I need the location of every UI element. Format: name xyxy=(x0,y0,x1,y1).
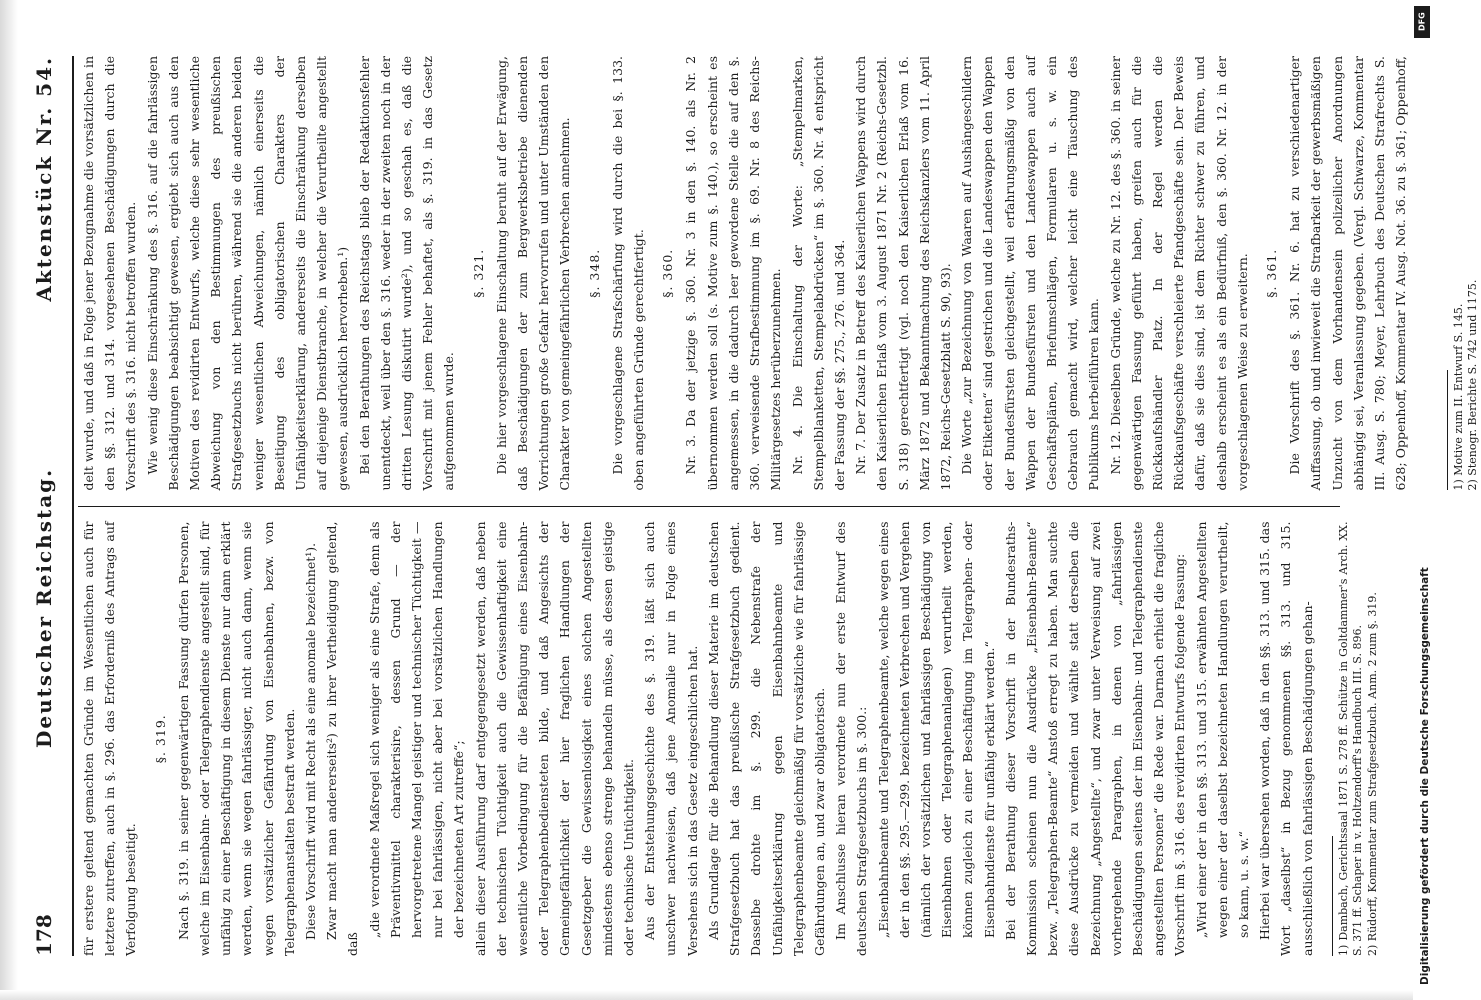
paragraph: Nach §. 319. in seiner gegenwärtigen Fassung dürfen Personen, welche im Eisenbahn- oder Telegraphendienste angestellt sind, für unfähig zu einer Beschäftigung in diesem Dienste nur dann erklärt werden, wenn sie wegen fahrlässiger, nicht auch dann, wenn sie wegen vorsätzlicher Gefährdung von Eisenbahnen, bezw. von Telegraphenanstalten bestraft werden. xyxy=(175,521,297,956)
quoted-passage: „die verordnete Maßregel sich weniger als eine Strafe, denn als Präventivmittel charakterisire, dessen Grund — der hervorgetretene Mangel geistiger und technischer Tüchtigkeit — nur bei fahrlässigen, nicht aber bei vorsätzlichen Handlungen der bezeichneten Art zutreffe“; xyxy=(366,521,467,938)
paragraph: Hierbei war übersehen worden, daß in den §§. 313. und 315. das Wort „daselbst“ in Bezug genommenen §§. 313. und 315. ausschließlich von fahrlässigen Beschädigungen gehan- xyxy=(1257,521,1315,956)
paragraph: Die Vorschrift des §. 361. Nr. 6. hat zu verschiedenartiger Auffassung, ob und inwieweit die Strafbarkeit der gewerbsmäßigen Unzucht von dem Vorhandensein polizeilicher Anordnungen abhängig sei, Veranlassung gegeben. (Vergl. Schwarze, Kommentar III. Ausg. S. 780; Meyer, Lehrbuch des Deutschen Strafrechts S. 628; Oppenhoff, Kommentar IV. Ausg. Not. 36. zu §. 361; Oppenhoff, xyxy=(1287,56,1409,491)
header-title-reichstag: Deutscher Reichstag. xyxy=(32,467,56,748)
page-header xyxy=(32,56,66,956)
paragraph: Nr. 12. Dieselben Gründe, welche zu Nr. 12. des §. 360. in seiner gegenwärtigen Fassung geführt haben, greifen auch für die Rückkaufshändler Platz. In der Regel werden die Rückkaufsgeschäfte verschleierte Pfandgeschäfte sein. Der Beweis dafür, daß sie dies sind, ist dem Richter schwer zu führen, und deshalb erscheint es als ein Bedürfniß, den §. 360. Nr. 12. in der vorgeschlagenen Weise zu erweitern. xyxy=(1107,56,1250,491)
dfg-funding-note: Digitalisierung gefördert durch die Deutsche Forschungsgemeinschaft xyxy=(1419,567,1431,985)
section-heading: §. 361. xyxy=(1263,248,1279,298)
paragraph: delt wurde, und daß in Folge jener Bezugnahme die vorsätzlichen in den §§. 312. und 314. vorgesehenen Beschädigungen durch die Vorschrift des §. 316. nicht betroffen wurden. xyxy=(81,56,139,491)
footnote-rule xyxy=(1447,371,1448,491)
section-heading: §. 348. xyxy=(586,248,602,298)
footnote: 1) Motive zum II. Entwurf S. 145. xyxy=(1451,303,1465,491)
paragraph: für erstere geltend gemachten Gründe im Wesentlichen auch für letztere zutreffen, auch in §. 296. das Erforderniß des Antrags auf Verfolgung beseitigt. xyxy=(81,521,139,956)
header-title-aktenstueck: Aktenstück Nr. 54. xyxy=(32,56,56,302)
section-heading: §. 319. xyxy=(152,714,168,764)
header-rule xyxy=(72,56,74,956)
right-column xyxy=(78,56,1480,507)
paragraph: Die vorgeschlagene Strafschärfung wird durch die bei §. 133. oben angeführten Gründe gerechtfertigt. xyxy=(609,56,647,491)
paragraph: Aus der Entstehungsgeschichte des §. 319. läßt sich auch unschwer nachweisen, daß jene Anomalie nur in Folge eines Versehens sich in das Gesetz eingeschlichen hat. xyxy=(642,521,700,956)
paragraph: Bei den Berathungen des Reichstags blieb der Redaktionsfehler unentdeckt, weil über den §. 316. weder in der zweiten noch in der dritten Lesung diskutirt wurde²), und so geschah es, daß die Vorschrift mit jenem Fehler behaftet, als §. 319. in das Gesetz aufgenommen wurde. xyxy=(356,56,457,491)
dfg-logo: DFG xyxy=(1414,6,1430,38)
footnote: 1) Dambach, Gerichtssaal 1871 S. 278 ff. Schütze in Goltdammer's Arch. XX. S. 371 ff. Schaper in v. Holtzendorff's Handbuch III. S. 896. xyxy=(1336,521,1365,956)
paragraph: Die hier vorgeschlagene Einschaltung beruht auf der Erwägung, daß Beschädigungen der zum Bergwerksbetriebe dienenden Vorrichtungen große Gefahr hervorrufen und unter Umständen den Charakter von gemeingefährlichen Verbrechen annehmen. xyxy=(493,56,573,491)
scan-bottom-shadow xyxy=(0,990,1432,1000)
paragraph: Nr. 7. Der Zusatz in Betreff des Kaiserlichen Wappens wird durch den Kaiserlichen Erlaß vom 3. August 1871 Nr. 2 (Reichs-Gesetzbl. S. 318) gerechtfertigt (vgl. noch den Kaiserlichen Erlaß vom 16. März 1872 und Bekanntmachung des Reichskanzlers vom 11. April 1872, Reichs-Gesetzblatt S. 90, 93). xyxy=(853,56,953,491)
paragraph: Zwar macht man andererseits²) zu ihrer Vertheidigung geltend, daß xyxy=(324,521,361,956)
paragraph: allein dieser Ausführung darf entgegengesetzt werden, daß neben der technischen Tüchtigkeit auch die Gewissenhaftigkeit eine wesentliche Vorbedingung für die Befähigung eines Eisenbahn- oder Telegraphenbediensteten bilde, und daß Angesichts der Gemeingefährlichkeit der hier fraglichen Handlungen der Gesetzgeber die Gewissenlosigkeit eines solchen Angestellten mindestens ebenso strenge behandeln müsse, als dessen geistige oder technische Untüchtigkeit. xyxy=(472,521,637,956)
section-heading: §. 321. xyxy=(470,248,486,298)
page-number: 178 xyxy=(32,914,56,956)
paragraph: Nr. 4. Die Einschaltung der Worte: „Stempelmarken, Stempelblanketten, Stempelabdrücken“ im §. 360. Nr. 4 entspricht der Fassung der §§. 275., 276. und 364. xyxy=(789,56,847,491)
section-heading: §. 360. xyxy=(660,248,676,298)
paragraph: Bei der Berathung dieser Vorschrift in der Bundesraths-Kommission scheinen nun die Ausdrücke „Eisenbahn-Beamte“ bezw. „Telegraphen-Beamte“ Anstoß erregt zu haben. Man suchte diese Ausdrücke zu vermeiden und wählte statt derselben die Bezeichnung „Angestellte“, und zwar unter Verweisung auf zwei vorhergehende Paragraphen, in denen von „fahrlässigen Beschädigungen seitens der im Eisenbahn- und Telegraphendienste angestellten Personen“ die Rede war. Darnach erhielt die fragliche Vorschrift im §. 316. des revidirten Entwurfs folgende Fassung: xyxy=(1002,521,1188,956)
footnote: 2) Stenogr. Berichte S. 742 und 1175. xyxy=(1466,279,1480,491)
footnote-rule xyxy=(1332,836,1333,956)
paragraph: Nr. 3. Da der jetzige §. 360. Nr. 3 in den §. 140. als Nr. 2 übernommen werden soll (s. Motive zum §. 140.), so erscheint es angemessen, in die dadurch leer gewordene Stelle die auf den §. 360. verweisende Strafbestimmung im §. 69. Nr. 8 des Reichs-Militärgesetzes herüberzunehmen. xyxy=(683,56,784,491)
quoted-passage: „Wird einer der in den §§. 313. und 315. erwähnten Angestellten wegen einer der daselbst bezeichneten Handlungen verurtheilt, so kann, u. s. w.“ xyxy=(1193,521,1251,938)
footnote: 2) Rüdorff, Kommentar zum Strafgesetzbuch. Anm. 2 zum §. 319. xyxy=(1365,592,1379,956)
quoted-passage: „Eisenbahnbeamte und Telegraphenbeamte, welche wegen eines der in den §§. 295.—299. bezeichneten Verbrechen und Vergehen (nämlich der vorsätzlichen und fahrlässigen Beschädigung von Eisenbahnen oder Telegraphenanlagen) verurtheilt werden, können zugleich zu einer Beschäftigung im Telegraphen- oder Eisenbahndienste für unfähig erklärt werden.“ xyxy=(875,521,997,938)
left-column xyxy=(78,507,1379,957)
paragraph: Diese Vorschrift wird mit Recht als eine anomale bezeichnet¹). xyxy=(303,542,319,940)
paragraph: Die Worte „zur Bezeichnung von Waaren auf Aushängeschildern oder Etiketten“ sind gestrichen und die Landeswappen den Wappen der Bundesfürsten gleichgestellt, weil erfahrungsmäßig von den Wappen der Bundesfürsten und den Landeswappen auch auf Geschäftsplänen, Briefumschlägen, Formularen u. s. w. ein Gebrauch gemacht wird, welcher leicht eine Täuschung des Publikums herbeiführen kann. xyxy=(959,56,1102,491)
paragraph: Wie wenig diese Einschränkung des §. 316. auf die fahrlässigen Beschädigungen beabsichtigt gewesen, ergiebt sich auch aus den Motiven des revidirten Entwurfs, welche diese sehr wesentliche Abweichung von den Bestimmungen des preußischen Strafgesetzbuchs nicht berühren, während sie die anderen beiden weniger wesentlichen Abweichungen, nämlich einerseits die Beseitigung des obligatorischen Charakters der Unfähigkeitserklärung, andererseits die Einschränkung derselben auf diejenige Dienstbranche, in welcher die Verurtheilte angestellt gewesen, ausdrücklich hervorheben.¹) xyxy=(144,56,351,491)
paragraph: Im Anschlusse hieran verordnete nun der erste Entwurf des deutschen Strafgesetzbuchs im §. 300.: xyxy=(833,521,870,956)
paragraph: Als Grundlage für die Behandlung dieser Materie im deutschen Strafgesetzbuch hat das preußische Strafgesetzbuch gedient. Dasselbe drohte im §. 299. die Nebenstrafe der Unfähigkeitserklärung gegen Eisenbahnbeamte und Telegraphenbeamte gleichmäßig für vorsätzliche wie für fahrlässige Gefährdungen an, und zwar obligatorisch. xyxy=(705,521,827,956)
